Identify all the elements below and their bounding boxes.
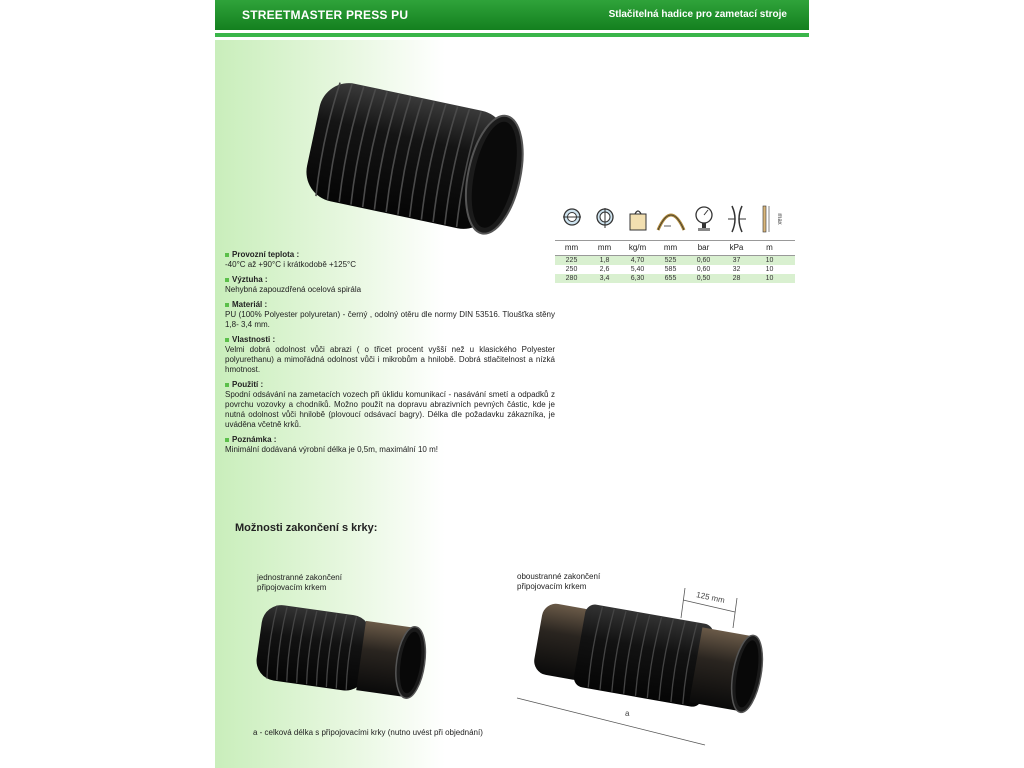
wall-thickness-icon	[588, 198, 621, 240]
table-row	[555, 265, 795, 274]
double-ending-hose-image	[515, 580, 775, 750]
table-cell: 3,4	[599, 275, 610, 282]
table-cell: 525	[664, 257, 677, 264]
length-note: a - celková délka s připojovacími krky (nutno uvést při objednání)	[253, 728, 483, 737]
inner-diameter-icon	[555, 198, 588, 240]
product-subtitle: Stlačitelná hadice pro zametací stroje	[608, 9, 787, 20]
dimension-label: 125 mm	[695, 590, 726, 605]
product-sheet	[215, 0, 809, 768]
bend-radius-icon	[654, 198, 687, 240]
spec-properties	[225, 335, 555, 375]
bullet-icon	[225, 278, 229, 282]
table-cell: 32	[732, 266, 741, 273]
spec-text: Nehybná zapouzdřená ocelová spirála	[225, 285, 362, 294]
spec-title: Poznámka :	[232, 435, 277, 444]
spec-usage	[225, 380, 555, 430]
unit-cell: m	[766, 243, 773, 252]
spec-text: -40°C až +90°C i krátkodobě +125°C	[225, 260, 357, 269]
bullet-icon	[225, 338, 229, 342]
spec-text: Spodní odsávání na zametacích vozech při úklidu komunikací - nasávání smetí a odpadků z povrchu vozovky a chodníků. Možno použít na dopravu abrazivních pevných částic, kde je nutná odolnost vůči hnilobě (plovoucí odsávací bagry). Délka dle požadavku zákazníka, je uváděna včetně krků.	[225, 390, 555, 429]
table-cell: 655	[664, 275, 677, 282]
spec-text: Velmi dobrá odolnost vůči abrazi ( o třicet procent vyšší než u klasického Polyester polyurethanu) a mimořádná odolnost vůči i mikrobům a hnilobě. Dobrá stlačitelnost a nízká hmotnost.	[225, 345, 555, 374]
max-length-icon	[753, 198, 786, 240]
parameters-table	[555, 198, 795, 283]
table-cell: 2,6	[599, 266, 610, 273]
table-cell: 1,8	[599, 257, 610, 264]
table-cell: 28	[732, 275, 741, 282]
caption-line: jednostranné zakončení	[257, 573, 342, 582]
table-cell: 250	[565, 266, 578, 273]
unit-cell: kg/m	[628, 243, 647, 252]
unit-cell: mm	[597, 243, 612, 252]
caption-line: připojovacím krkem	[517, 582, 587, 591]
table-cell: 0,50	[696, 275, 711, 282]
pressure-gauge-icon	[687, 198, 720, 240]
spec-text: PU (100% Polyester polyuretan) - černý , odolný otěru dle normy DIN 53516. Tloušťka stěny 1,8- 3,4 mm.	[225, 310, 555, 329]
single-ending-caption	[257, 573, 342, 593]
table-cell: 280	[565, 275, 578, 282]
bullet-icon	[225, 253, 229, 257]
unit-cell: kPa	[729, 243, 744, 252]
table-cell: 0,60	[696, 266, 711, 273]
single-ending-hose-image	[253, 600, 433, 710]
unit-cell: mm	[663, 243, 678, 252]
table-cell: 4,70	[630, 257, 645, 264]
table-cell: 37	[732, 257, 741, 264]
weight-icon	[621, 198, 654, 240]
spec-operating-temperature	[225, 250, 555, 270]
unit-cell: mm	[564, 243, 579, 252]
bullet-icon	[225, 383, 229, 387]
spec-title: Materiál :	[232, 300, 268, 309]
specifications	[225, 250, 555, 460]
spec-title: Provozní teplota :	[232, 250, 300, 259]
length-label: a	[625, 709, 630, 718]
vacuum-icon	[720, 198, 753, 240]
header-divider	[215, 33, 809, 37]
unit-cell: bar	[697, 243, 710, 252]
table-cell: 585	[664, 266, 677, 273]
table-row	[555, 256, 795, 265]
bullet-icon	[225, 438, 229, 442]
table-icon-row	[555, 198, 795, 240]
table-cell: 225	[565, 257, 578, 264]
table-row	[555, 274, 795, 283]
spec-title: Použití :	[232, 380, 264, 389]
table-cell: 10	[765, 266, 774, 273]
spec-title: Vlastnosti :	[232, 335, 276, 344]
spec-title: Výztuha :	[232, 275, 268, 284]
endings-title: Možnosti zakončení s krky:	[235, 522, 378, 534]
table-cell: 10	[765, 275, 774, 282]
bullet-icon	[225, 303, 229, 307]
max-label: max	[775, 213, 782, 225]
hose-product-image	[295, 78, 535, 248]
table-units-row	[555, 240, 795, 256]
spec-text: Minimální dodávaná výrobní délka je 0,5m, maximální 10 m!	[225, 445, 438, 454]
product-title: STREETMASTER PRESS PU	[242, 8, 409, 22]
table-cell: 10	[765, 257, 774, 264]
table-cell: 0,60	[696, 257, 711, 264]
spec-reinforcement	[225, 275, 555, 295]
table-cell: 6,30	[630, 275, 645, 282]
table-cell: 5,40	[630, 266, 645, 273]
caption-line: připojovacím krkem	[257, 583, 327, 592]
header-bar	[215, 0, 809, 30]
caption-line: oboustranné zakončení	[517, 572, 601, 581]
spec-note	[225, 435, 555, 455]
spec-material	[225, 300, 555, 330]
